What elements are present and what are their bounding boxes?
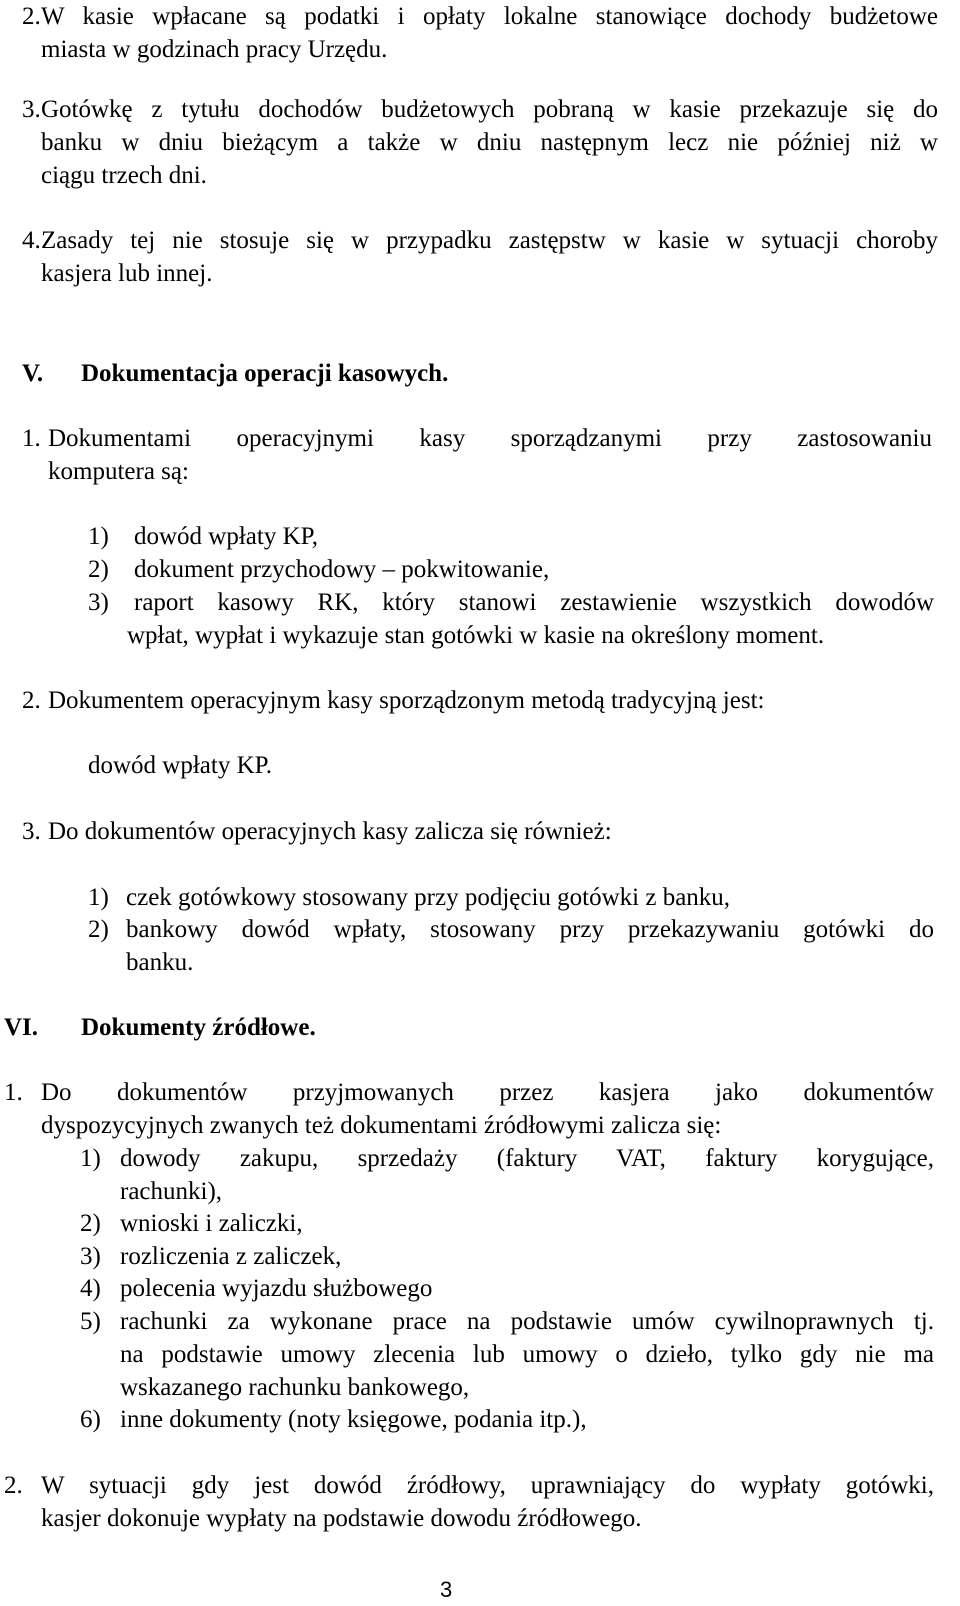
subitem-number: 1) xyxy=(80,1145,101,1172)
section-v-item-2-sub: dowód wpłaty KP. xyxy=(88,752,273,779)
item-text-line: Dokumentami operacyjnymi kasy sporządzanymi przy zastosowaniu xyxy=(48,425,932,452)
item-number: 1. xyxy=(4,1079,23,1106)
subitem-number: 3) xyxy=(80,1243,101,1270)
item-text-line: kasjera lub innej. xyxy=(41,260,213,287)
item-number: 2. xyxy=(22,687,41,714)
subitem-number: 2) xyxy=(88,556,109,583)
item-number: 4. xyxy=(22,227,41,254)
subitem-text-line: dowody zakupu, sprzedaży (faktury VAT, faktury korygujące, xyxy=(120,1145,934,1172)
section-v-subitem-3-cont xyxy=(127,619,934,652)
subitem-number: 3) xyxy=(88,589,109,616)
list-item-2 xyxy=(22,0,938,66)
item-text: Dokumentem operacyjnym kasy sporządzonym metodą tradycyjną jest: xyxy=(48,687,765,714)
item-text-line: W sytuacji gdy jest dowód źródłowy, uprawniający do wypłaty gotówki, xyxy=(41,1472,934,1499)
section-v-item-3-subitem-2 xyxy=(88,913,934,979)
section-v-item-1 xyxy=(22,422,932,488)
subitem-text: inne dokumenty (noty księgowe, podania itp.), xyxy=(120,1406,587,1433)
section-v-subitem-2 xyxy=(88,553,934,586)
section-vi-title: Dokumenty źródłowe. xyxy=(81,1014,316,1041)
section-v-number: V. xyxy=(22,360,44,387)
section-v-title: Dokumentacja operacji kasowych. xyxy=(81,360,449,387)
list-item-4 xyxy=(22,224,938,290)
subitem-number: 1) xyxy=(88,884,109,911)
subitem-text-line: raport kasowy RK, który stanowi zestawienie wszystkich dowodów xyxy=(134,589,934,616)
subitem-text-line: na podstawie umowy zlecenia lub umowy o dzieło, tylko gdy nie ma xyxy=(120,1341,934,1368)
subitem-text-line: rachunki za wykonane prace na podstawie umów cywilnoprawnych tj. xyxy=(120,1308,934,1335)
subitem-text-line: wpłat, wypłat i wykazuje stan gotówki w kasie na określony moment. xyxy=(127,622,825,649)
subitem-text: wnioski i zaliczki, xyxy=(120,1210,303,1237)
item-number: 2. xyxy=(4,1472,23,1499)
subitem-text-line: banku. xyxy=(126,949,194,976)
item-text-line: miasta w godzinach pracy Urzędu. xyxy=(41,36,388,63)
item-text-line: kasjer dokonuje wypłaty na podstawie dowodu źródłowego. xyxy=(41,1505,642,1532)
subitem-number: 2) xyxy=(80,1210,101,1237)
item-number: 1. xyxy=(22,425,41,452)
item-text-line: Gotówkę z tytułu dochodów budżetowych pobraną w kasie przekazuje się do xyxy=(41,96,938,123)
section-vi-subitem-5 xyxy=(80,1305,934,1404)
section-vi-item-1 xyxy=(4,1076,934,1142)
subitem-text: dowód wpłaty KP, xyxy=(134,523,319,550)
section-vi-item-2 xyxy=(4,1469,934,1535)
section-vi-subitem-3 xyxy=(80,1240,934,1273)
list-item-3 xyxy=(22,93,938,192)
subitem-text-line: bankowy dowód wpłaty, stosowany przy przekazywaniu gotówki do xyxy=(126,916,934,943)
subitem-text-line: rachunki), xyxy=(120,1178,223,1205)
item-number: 3. xyxy=(22,96,41,123)
item-number: 3. xyxy=(22,818,41,845)
subitem-number: 4) xyxy=(80,1275,101,1302)
section-v-item-2 xyxy=(22,684,932,717)
item-number: 2. xyxy=(22,3,41,30)
section-vi-subitem-6 xyxy=(80,1403,934,1436)
item-text-line: banku w dniu bieżącym a także w dniu następnym lecz nie później niż w xyxy=(41,129,938,156)
subitem-number: 1) xyxy=(88,523,109,550)
item-text: Do dokumentów operacyjnych kasy zalicza się również: xyxy=(48,818,612,845)
subitem-text: rozliczenia z zaliczek, xyxy=(120,1243,342,1270)
section-vi-subitem-1 xyxy=(80,1142,934,1208)
section-vi-subitem-2 xyxy=(80,1207,934,1240)
subitem-text: dokument przychodowy – pokwitowanie, xyxy=(134,556,550,583)
section-v-item-3 xyxy=(22,815,932,848)
item-text-line: dyspozycyjnych zwanych też dokumentami źródłowymi zalicza się: xyxy=(41,1112,722,1139)
section-v-item-3-subitem-1 xyxy=(88,881,934,914)
item-text-line: ciągu trzech dni. xyxy=(41,162,207,189)
section-v-subitem-3 xyxy=(88,586,934,619)
subitem-number: 2) xyxy=(88,916,109,943)
section-v-subitem-1 xyxy=(88,520,934,553)
subitem-number: 6) xyxy=(80,1406,101,1433)
subitem-text: polecenia wyjazdu służbowego xyxy=(120,1275,433,1302)
item-text-line: Zasady tej nie stosuje się w przypadku zastępstw w kasie w sytuacji choroby xyxy=(41,227,938,254)
page-number: 3 xyxy=(440,1577,453,1602)
section-vi-subitem-4 xyxy=(80,1272,934,1305)
item-text-line: W kasie wpłacane są podatki i opłaty lokalne stanowiące dochody budżetowe xyxy=(41,3,938,30)
section-vi-number: VI. xyxy=(4,1014,39,1041)
subitem-number: 5) xyxy=(80,1308,101,1335)
item-text-line: Do dokumentów przyjmowanych przez kasjera jako dokumentów xyxy=(41,1079,934,1106)
subitem-text-line: wskazanego rachunku bankowego, xyxy=(120,1374,470,1401)
subitem-text: czek gotówkowy stosowany przy podjęciu gotówki z banku, xyxy=(126,884,731,911)
item-text-line: komputera są: xyxy=(48,458,189,485)
